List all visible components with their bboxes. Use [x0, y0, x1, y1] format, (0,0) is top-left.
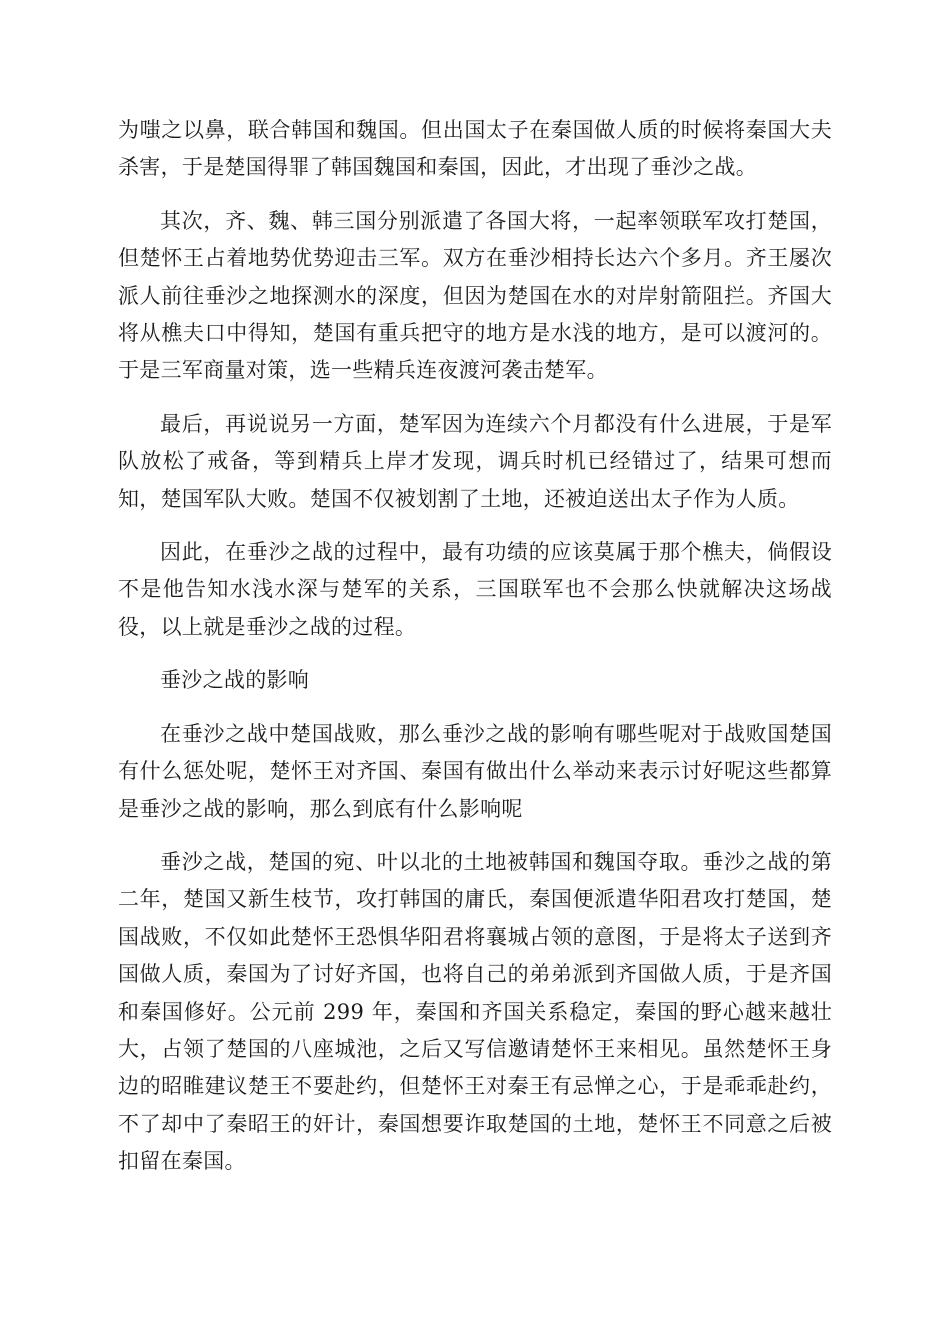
paragraph-second: 其次，齐、魏、韩三国分别派遣了各国大将，一起率领联军攻打楚国，但楚怀王占着地势优势迎击三军。双方在垂沙相持长达六个多月。齐王屡次派人前往垂沙之地探测水的深度，但因为楚国在水的对岸射箭阻拦。齐国大将从樵夫口中得知，楚国有重兵把守的地方是水浅的地方，是可以渡河的。于是三军商量对策，选一些精兵连夜渡河袭击楚军。	[118, 208, 832, 383]
document-body	[118, 112, 832, 1197]
paragraph-impact-intro: 在垂沙之战中楚国战败，那么垂沙之战的影响有哪些呢对于战败国楚国有什么惩处呢，楚怀王对齐国、秦国有做出什么举动来表示讨好呢这些都算是垂沙之战的影响，那么到底有什么影响呢	[118, 721, 832, 821]
section-heading: 垂沙之战的影响	[160, 668, 310, 693]
paragraph-finally: 最后，再说说另一方面，楚军因为连续六个月都没有什么进展，于是军队放松了戒备，等到精兵上岸才发现，调兵时机已经错过了，结果可想而知，楚国军队大败。楚国不仅被划割了土地，还被迫送出太子作为人质。	[118, 411, 832, 511]
paragraph-impact-detail: 垂沙之战，楚国的宛、叶以北的土地被韩国和魏国夺取。垂沙之战的第二年，楚国又新生枝节，攻打韩国的庸氏，秦国便派遣华阳君攻打楚国，楚国战败，不仅如此楚怀王恐惧华阳君将襄城占领的意图，于是将太子送到齐国做人质，秦国为了讨好齐国，也将自己的弟弟派到齐国做人质，于是齐国和秦国修好。公元前 299 年，秦国和齐国关系稳定，秦国的野心越来越壮大，占领了楚国的八座城池，之后又写信邀请楚怀王来相见。虽然楚怀王身边的昭睢建议楚王不要赴约，但楚怀王对秦王有忌惮之心，于是乖乖赴约，不了却中了秦昭王的奸计，秦国想要诈取楚国的土地，楚怀王不同意之后被扣留在秦国。	[118, 849, 832, 1174]
paragraph-therefore: 因此，在垂沙之战的过程中，最有功绩的应该莫属于那个樵夫，倘假设不是他告知水浅水深与楚军的关系，三国联军也不会那么快就解决这场战役，以上就是垂沙之战的过程。	[118, 540, 832, 639]
paragraph-continued: 为嗤之以鼻，联合韩国和魏国。但出国太子在秦国做人质的时候将秦国大夫杀害，于是楚国得罪了韩国魏国和秦国，因此，才出现了垂沙之战。	[118, 118, 832, 180]
